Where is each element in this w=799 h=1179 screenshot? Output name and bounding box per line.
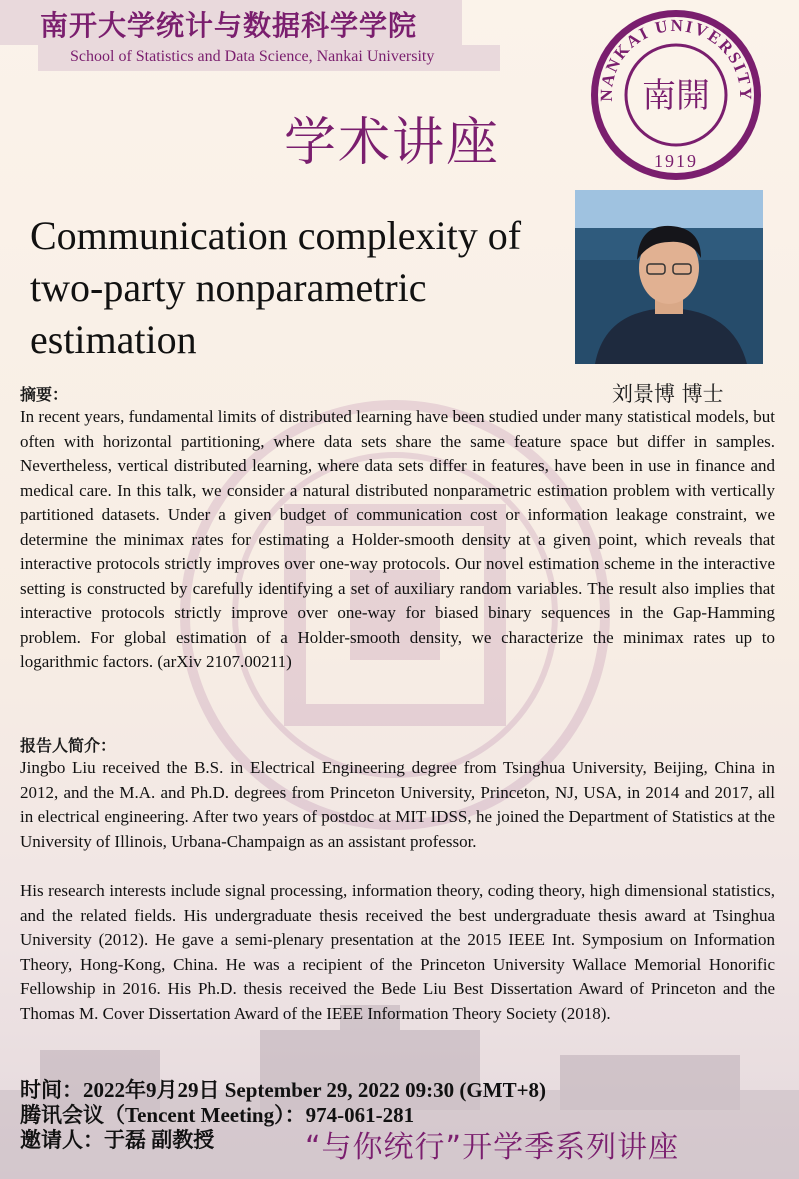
school-title-en: School of Statistics and Data Science, Nankai University — [70, 48, 435, 65]
tencent-meeting-id: 腾讯会议（Tencent Meeting）：974-061-281 — [20, 1103, 415, 1127]
bio-paragraph-1: Jingbo Liu received the B.S. in Electrical Engineering degree from Tsinghua University, Beijing, China in 2012, and the M.A. and Ph.D. degrees from Princeton University, Princeton, NJ, USA, in 2014 and 2017, all in electrical engineering. After two years of postdoc at MIT IDSS, he joined the Department of Statistics at the University of Illinois, Urbana-Champaign as an assistant professor. — [20, 758, 775, 851]
logo-year: 1919 — [654, 151, 698, 171]
logo-arc-text: NANKAI UNIVERSITY — [596, 15, 756, 102]
speaker-photo — [575, 190, 763, 364]
inviter: 邀请人：于磊 副教授 — [20, 1128, 215, 1152]
abstract-heading: 摘要： — [20, 385, 69, 404]
event-time: 时间：2022年9月29日 September 29, 2022 09:30 (GMT+8) — [20, 1078, 547, 1102]
logo-emblem: 南開 — [642, 76, 710, 116]
lecture-series-title: “与你统行”开学季系列讲座 — [305, 1130, 680, 1165]
abstract-text: In recent years, fundamental limits of distributed learning have been studied under many statistical models, but often with horizontal partitioning, where data sets share the same feature space but differ in samples. Nevertheless, vertical distributed learning, where data sets differ in features, have been in use in finance and medical care. In this talk, we consider a natural distributed nonparametric estimation problem with vertically partitioned datasets. Under a given budget of communication cost or information leakage constraint, we determine the minimax rates for estimating a Holder-smooth density at a given point, which reveals that interactive protocols strictly improves over one-way protocols. Our novel estimation scheme in the interactive setting is constructed by carefully identifying a set of auxiliary random variables. The result also implies that interactive protocols strictly improve over one-way for biased binary sequences in the Gap-Hamming problem. For global estimation of a Holder-smooth density, we characterize the minimax rates up to logarithmic factors. (arXiv 2107.00211) — [20, 407, 775, 671]
nankai-university-logo — [588, 7, 764, 183]
talk-title: Communication complexity of two-party nonparametric estimation — [30, 213, 522, 362]
bio-paragraph-2: His research interests include signal processing, information theory, coding theory, high dimensional statistics, and the related fields. His undergraduate thesis received the best undergraduate thesis award at Tsinghua University (2012). He gave a semi-plenary presentation at the 2015 IEEE Int. Symposium on Information Theory, Hong-Kong, China. He was a recipient of the Princeton University Wallace Memorial Honorific Fellowship in 2016. His Ph.D. thesis received the Bede Liu Best Dissertation Award of Princeton and the Thomas M. Cover Dissertation Award of the IEEE Information Theory Society (2018). — [20, 881, 775, 1023]
school-title-cn: 南开大学统计与数据科学学院 — [40, 9, 418, 42]
lecture-label: 学术讲座 — [284, 113, 501, 173]
speaker-name: 刘景博 博士 — [612, 382, 724, 406]
bio-heading: 报告人简介： — [20, 736, 117, 755]
